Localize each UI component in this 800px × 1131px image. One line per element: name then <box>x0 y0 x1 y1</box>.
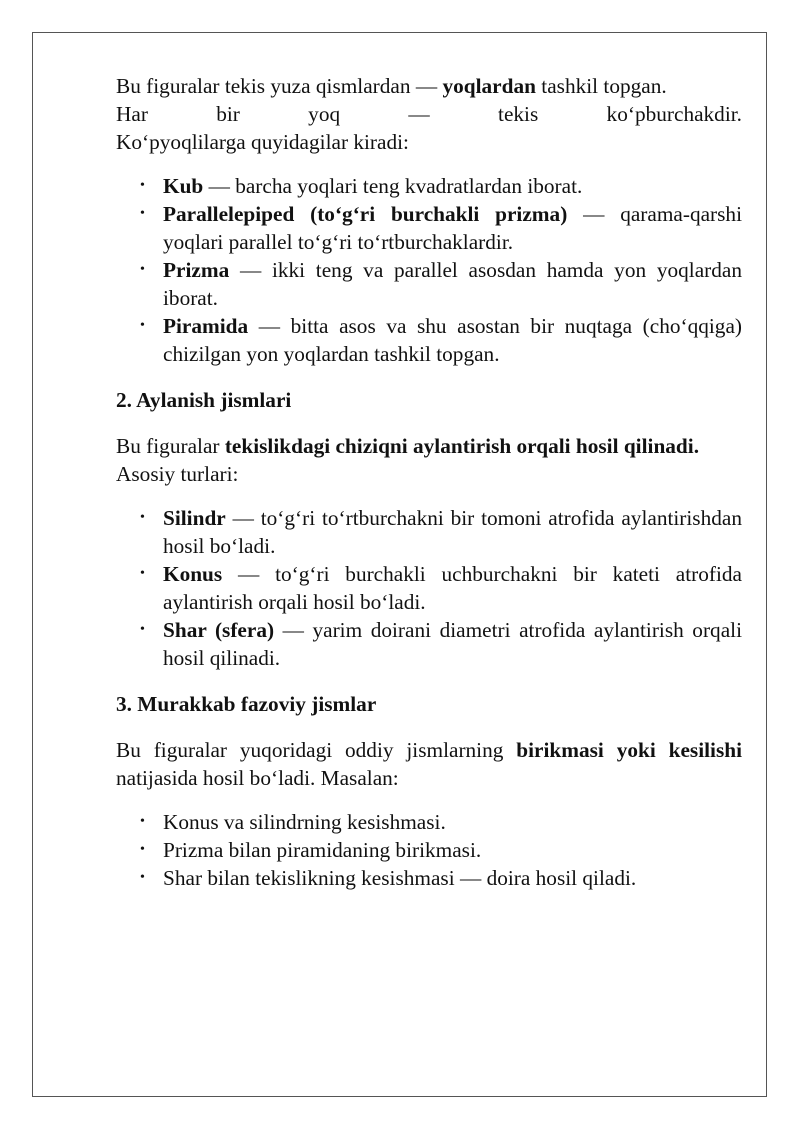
intro-text: Bu figuralar tekis yuza qismlardan — <box>116 74 443 98</box>
section2-paragraph-1 <box>116 432 742 460</box>
intro-paragraph-2: Har bir yoq — tekis ko‘pburchakdir. <box>116 102 742 126</box>
list-item-term: Shar (sfera) <box>163 618 275 642</box>
bullet-icon: • <box>140 510 145 525</box>
list-item-desc: — qarama-qarshi yoqlari parallel to‘g‘ri to‘rtburchaklardir. <box>163 202 743 254</box>
section3-text: Bu figuralar yuqoridagi oddiy jismlarning <box>116 738 517 762</box>
list-item <box>116 560 742 616</box>
list-item-desc: — yarim doirani diametri atrofida aylantirish orqali hosil qilinadi. <box>163 618 742 670</box>
bullet-icon: • <box>140 814 145 829</box>
list-item-desc: — barcha yoqlari teng kvadratlardan iborat. <box>203 174 583 198</box>
list-item-term: Silindr <box>163 506 226 530</box>
list-item <box>116 836 742 864</box>
list-item-text: Prizma bilan piramidaning birikmasi. <box>163 838 482 862</box>
list-item-desc: — to‘g‘ri to‘rtburchakni bir tomoni atrofida aylantirishdan hosil bo‘ladi. <box>163 506 742 558</box>
list-item <box>116 808 742 836</box>
section3-text-end: natijasida hosil bo‘ladi. Masalan: <box>116 766 399 790</box>
list-item-text: Shar bilan tekislikning kesishmasi — doira hosil qiladi. <box>163 866 637 890</box>
list-item <box>116 864 742 892</box>
list-item <box>116 200 742 256</box>
intro-bold-term: yoqlardan <box>442 74 536 98</box>
section2-text: Bu figuralar <box>116 434 225 458</box>
list-item-text: Konus va silindrning kesishmasi. <box>163 810 446 834</box>
list-item-term: Prizma <box>163 258 230 282</box>
polyhedra-list <box>116 172 742 368</box>
bullet-icon: • <box>140 622 145 637</box>
intro-paragraph-1 <box>116 72 742 100</box>
bullet-icon: • <box>140 206 145 221</box>
list-item-term: Konus <box>163 562 223 586</box>
intro-text-end: tashkil topgan. <box>535 74 667 98</box>
list-item-desc: — bitta asos va shu asostan bir nuqtaga (cho‘qqiga) chizilgan yon yoqlardan tashkil topgan. <box>163 314 742 366</box>
bullet-icon: • <box>140 566 145 581</box>
rotation-bodies-list <box>116 504 742 672</box>
section3-paragraph-1 <box>116 736 742 792</box>
list-item-term: Piramida <box>163 314 249 338</box>
list-item-term: Kub <box>163 174 204 198</box>
section-heading-complex-bodies: 3. Murakkab fazoviy jismlar <box>116 692 377 716</box>
bullet-icon: • <box>140 262 145 277</box>
list-item-desc: — ikki teng va parallel asosdan hamda yon yoqlardan iborat. <box>163 258 742 310</box>
intro-paragraph-3: Ko‘pyoqlilarga quyidagilar kiradi: <box>116 130 409 154</box>
bullet-icon: • <box>140 842 145 857</box>
section2-paragraph-2: Asosiy turlari: <box>116 462 239 486</box>
list-item <box>116 172 742 200</box>
list-item-term: Parallelepiped (to‘g‘ri burchakli prizma) <box>163 202 568 226</box>
list-item <box>116 616 742 672</box>
list-item <box>116 504 742 560</box>
bullet-icon: • <box>140 178 145 193</box>
section3-bold-text: birikmasi yoki kesilishi <box>516 738 742 762</box>
document-body <box>116 72 742 892</box>
complex-bodies-list <box>116 808 742 892</box>
section2-bold-text: tekislikdagi chiziqni aylantirish orqali hosil qilinadi. <box>224 434 700 458</box>
list-item-desc: — to‘g‘ri burchakli uchburchakni bir kateti atrofida aylantirish orqali hosil bo‘ladi. <box>163 562 742 614</box>
list-item <box>116 312 742 368</box>
bullet-icon: • <box>140 870 145 885</box>
list-item <box>116 256 742 312</box>
bullet-icon: • <box>140 318 145 333</box>
section-heading-rotation-bodies: 2. Aylanish jismlari <box>116 388 292 412</box>
